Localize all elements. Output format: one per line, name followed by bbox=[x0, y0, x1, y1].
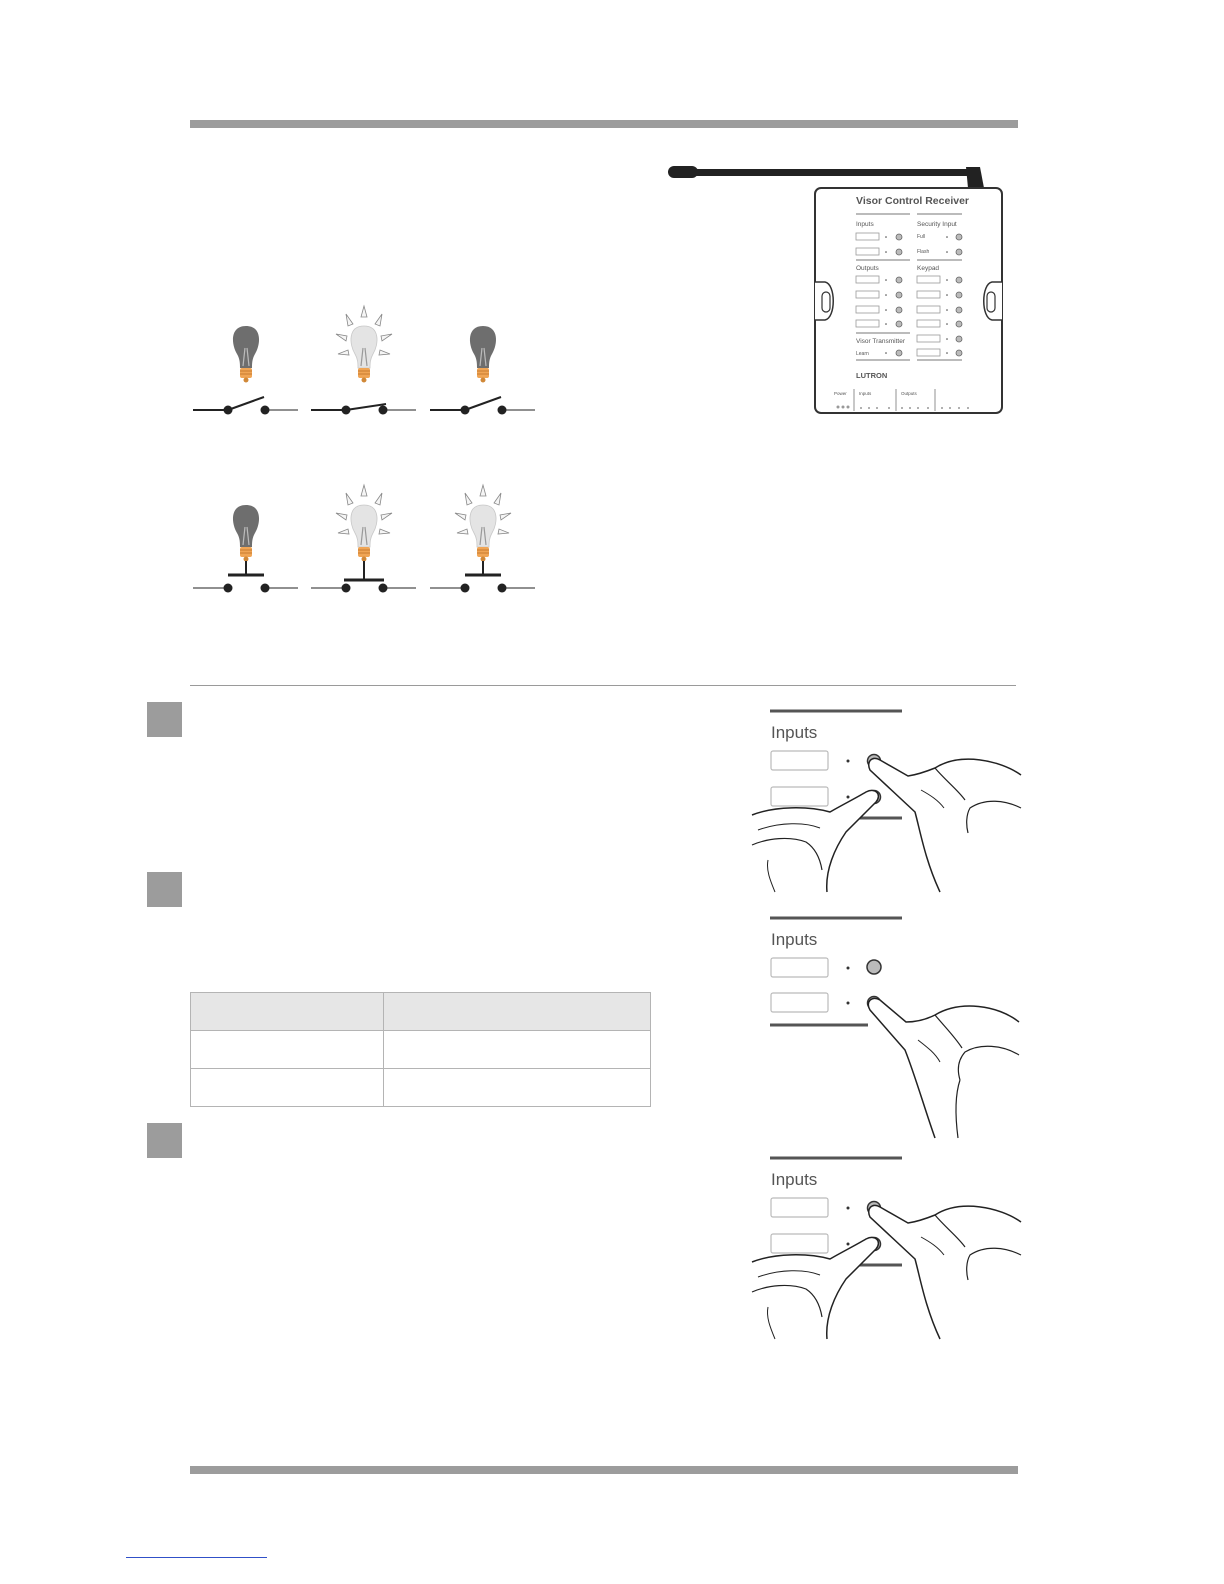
output-led bbox=[896, 307, 902, 313]
keypad-led bbox=[956, 336, 962, 342]
keypad-button bbox=[917, 276, 940, 283]
security-flash-label: Flash bbox=[917, 249, 930, 255]
table-cell bbox=[191, 1069, 384, 1107]
step-2-illustration bbox=[770, 918, 1019, 1138]
step-3-box bbox=[147, 1123, 182, 1158]
keypad-button bbox=[917, 320, 940, 327]
step-2-inputs-label: Inputs bbox=[771, 930, 818, 949]
receiver-body bbox=[815, 188, 1002, 413]
step-1-inputs-label: Inputs bbox=[771, 723, 818, 742]
footer-link-underline bbox=[126, 1557, 267, 1558]
antenna bbox=[690, 169, 972, 176]
step-3-illustration bbox=[752, 1158, 1021, 1339]
terminal-power-label: Power bbox=[834, 391, 847, 396]
table-cell bbox=[191, 1031, 384, 1069]
bulb-diagram-5 bbox=[311, 485, 416, 593]
keypad-button bbox=[917, 335, 940, 342]
table-row bbox=[191, 1069, 651, 1107]
keypad-led bbox=[956, 277, 962, 283]
output-button bbox=[856, 291, 879, 298]
step-1-box bbox=[147, 702, 182, 737]
output-led bbox=[896, 321, 902, 327]
security-full-label: Full bbox=[917, 234, 926, 240]
table-cell bbox=[384, 1069, 651, 1107]
table-row bbox=[191, 1031, 651, 1069]
output-button bbox=[856, 306, 879, 313]
keypad-button bbox=[917, 291, 940, 298]
receiver-brand-logo: LUTRON bbox=[856, 371, 888, 380]
keypad-led bbox=[956, 292, 962, 298]
keypad-button bbox=[917, 349, 940, 356]
bulb-diagram-4 bbox=[193, 505, 298, 593]
receiver-keypad-label: Keypad bbox=[917, 265, 940, 272]
bottom-rule bbox=[190, 1466, 1018, 1474]
step-1-illustration bbox=[752, 711, 1021, 892]
output-button bbox=[856, 276, 879, 283]
receiver-learn-label: Learn bbox=[856, 351, 869, 357]
receiver-inputs-label: Inputs bbox=[856, 221, 874, 228]
keypad-led bbox=[956, 321, 962, 327]
step-2-table bbox=[190, 992, 651, 1107]
receiver-visor-transmitter-label: Visor Transmitter bbox=[856, 338, 906, 345]
keypad-led bbox=[956, 350, 962, 356]
step-3-inputs-label: Inputs bbox=[771, 1170, 818, 1189]
output-led bbox=[896, 277, 902, 283]
table-cell bbox=[384, 1031, 651, 1069]
keypad-led bbox=[956, 307, 962, 313]
terminal-inputs-label: Inputs bbox=[859, 391, 872, 396]
receiver-title: Visor Control Receiver bbox=[856, 195, 970, 207]
output-led bbox=[896, 292, 902, 298]
bulb-diagram-6 bbox=[430, 485, 535, 593]
keypad-button bbox=[917, 306, 940, 313]
output-button bbox=[856, 320, 879, 327]
receiver-outputs-label: Outputs bbox=[856, 265, 879, 272]
terminal-outputs-label: Outputs bbox=[901, 391, 917, 396]
table-cell bbox=[384, 993, 651, 1031]
step-2-box bbox=[147, 872, 182, 907]
receiver-illustration bbox=[0, 0, 1224, 440]
table-header-row bbox=[191, 993, 651, 1031]
receiver-security-label: Security Input bbox=[917, 221, 957, 228]
table-cell bbox=[191, 993, 384, 1031]
